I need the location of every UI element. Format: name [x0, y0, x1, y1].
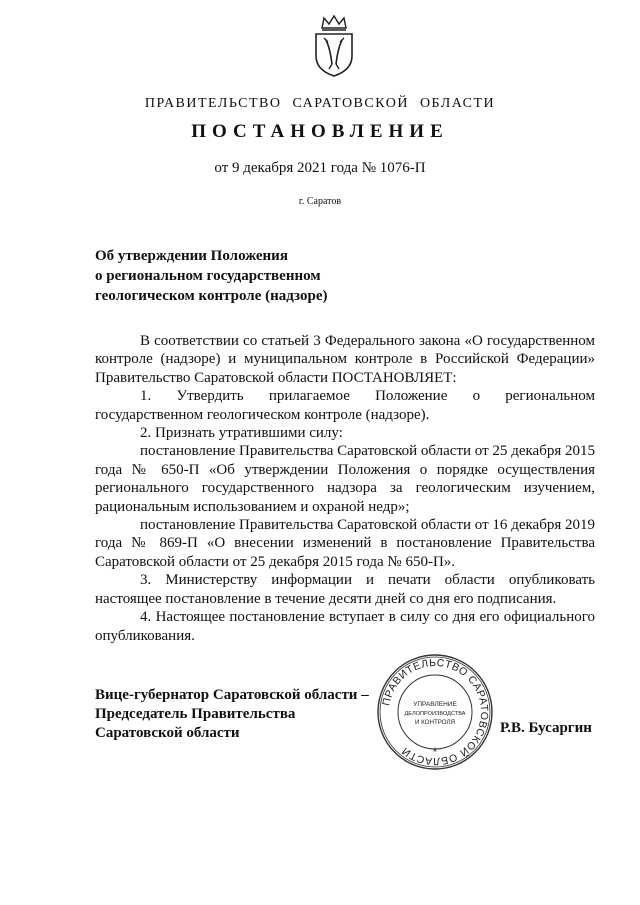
seal-star-icon: *: [432, 745, 438, 759]
seal-inner-line: ДЕЛОПРОИЗВОДСТВА: [404, 711, 466, 717]
subject-line: геологическом контроле (надзоре): [95, 288, 328, 304]
signatory-name: Р.В. Бусаргин: [500, 720, 592, 736]
coat-of-arms-icon: [310, 14, 358, 78]
body-paragraph: постановление Правительства Саратовской области от 25 декабря 2015 года № 650-П «Об утверждении Положения о порядке осуществления регионального государственного надзора за геологическим изучением, рациональным использованием и охраной недр»;: [95, 443, 595, 515]
body-paragraph: 2. Признать утратившими силу:: [140, 425, 343, 442]
document-subject: [95, 246, 327, 306]
document-type: ПОСТАНОВЛЕНИЕ: [191, 121, 449, 142]
position-line: Саратовской области: [95, 725, 240, 741]
subject-line: о региональном государственном: [95, 268, 321, 284]
body-paragraph: В соответствии со статьей 3 Федерального закона «О государственном контроле (надзоре) и муниципальном контроле в Российской Федерации» Правительство Саратовской области ПОСТАНОВЛЯЕТ:: [95, 333, 595, 386]
seal-inner-line: И КОНТРОЛЯ: [414, 719, 456, 726]
position-line: Вице-губернатор Саратовской области –: [95, 687, 369, 703]
subject-line: Об утверждении Положения: [95, 248, 288, 264]
document-number: от 9 декабря 2021 года № 1076-П: [214, 160, 426, 176]
position-line: Председатель Правительства: [95, 706, 296, 722]
body-paragraph: 4. Настоящее постановление вступает в силу со дня его официального опубликования.: [95, 609, 595, 644]
document-city: г. Саратов: [298, 196, 342, 207]
seal-inner-line: УПРАВЛЕНИЕ: [413, 701, 457, 708]
seal-outer-text: ПРАВИТЕЛЬСТВО САРАТОВСКОЙ ОБЛАСТИ: [380, 656, 491, 768]
government-name: ПРАВИТЕЛЬСТВО САРАТОВСКОЙ ОБЛАСТИ: [144, 96, 496, 111]
body-paragraph: 1. Утвердить прилагаемое Положение о региональном государственном геологическом контроле (надзоре).: [95, 388, 595, 423]
official-seal: [375, 652, 495, 772]
body-paragraph: 3. Министерству информации и печати области опубликовать настоящее постановление в течение десяти дней со дня его подписания.: [95, 572, 595, 607]
signatory-position: [95, 686, 369, 743]
document-body: [95, 332, 595, 645]
body-paragraph: постановление Правительства Саратовской области от 16 декабря 2019 года № 869-П «О внесении изменений в постановление Правительства Саратовской области от 25 декабря 2015 года № 650-П».: [95, 517, 595, 570]
